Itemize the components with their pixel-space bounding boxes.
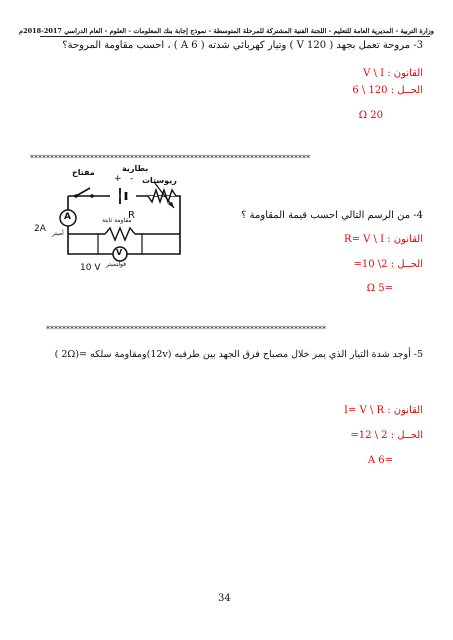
q3-solution: الحــل : 120 \ 6 bbox=[352, 85, 423, 96]
header-divider bbox=[40, 36, 430, 37]
page-header: وزارة التربية - المديرية العامة للتعليم - اللجنة الفنية المشتركة للمرحلة المتوسطة - نموذج إجابة بنك المعلومات - العلوم - العام الدراسي 2017-2018م bbox=[19, 27, 434, 35]
separator-2: ********************************************************************** bbox=[46, 325, 326, 334]
battery-minus-sign: - bbox=[130, 174, 134, 184]
q5-question: 5- أوجد شدة التيار الذي يمر خلال مصباح فرق الجهد بين طرفيه (12v)ومقاومة سلكه =(2Ω ) bbox=[54, 349, 423, 360]
switch-lever bbox=[76, 188, 90, 196]
q4-question: 4- من الرسم التالي احسب قيمة المقاومة ؟ bbox=[241, 210, 423, 221]
q3-answer: 20 Ω bbox=[358, 110, 383, 121]
battery-label: بطارية bbox=[122, 164, 149, 173]
resistor-label: مقاومة ثابتة bbox=[102, 217, 132, 224]
voltmeter-symbol: V bbox=[116, 248, 123, 257]
voltage-value-label: 10 V bbox=[80, 263, 101, 273]
switch-label: مفتاح bbox=[72, 168, 95, 177]
q5-law: القانون : I= V \ R bbox=[344, 405, 423, 416]
battery-plus-sign: + bbox=[114, 174, 122, 184]
rheostat-label: ريوستات bbox=[142, 176, 177, 185]
circuit-diagram bbox=[50, 162, 200, 272]
q4-law: القانون : R= V \ I bbox=[344, 234, 423, 245]
voltmeter-label: فولتميتر bbox=[106, 261, 127, 268]
q5-solution: الحــل : 2 \ 12= bbox=[350, 430, 423, 441]
q3-question: 3- مروحة تعمل بجهد ( 120 V ) وتيار كهربائي شدته ( 6 A ) ، احسب مقاومة المروحة؟ bbox=[62, 40, 423, 51]
q4-answer: =5 Ω bbox=[366, 283, 393, 294]
resistor-symbol: R bbox=[128, 210, 135, 221]
q4-solution: الحــل : 2\ 10= bbox=[353, 259, 423, 270]
separator-1: ********************************************************************** bbox=[30, 154, 310, 163]
current-value-label: 2A bbox=[34, 224, 46, 234]
ammeter-symbol: A bbox=[64, 212, 71, 222]
q3-law: القانون : V \ I bbox=[363, 68, 423, 79]
q5-answer: =6 A bbox=[367, 455, 393, 466]
ammeter-label: أميتر bbox=[52, 230, 64, 237]
page-number: 34 bbox=[218, 593, 231, 604]
